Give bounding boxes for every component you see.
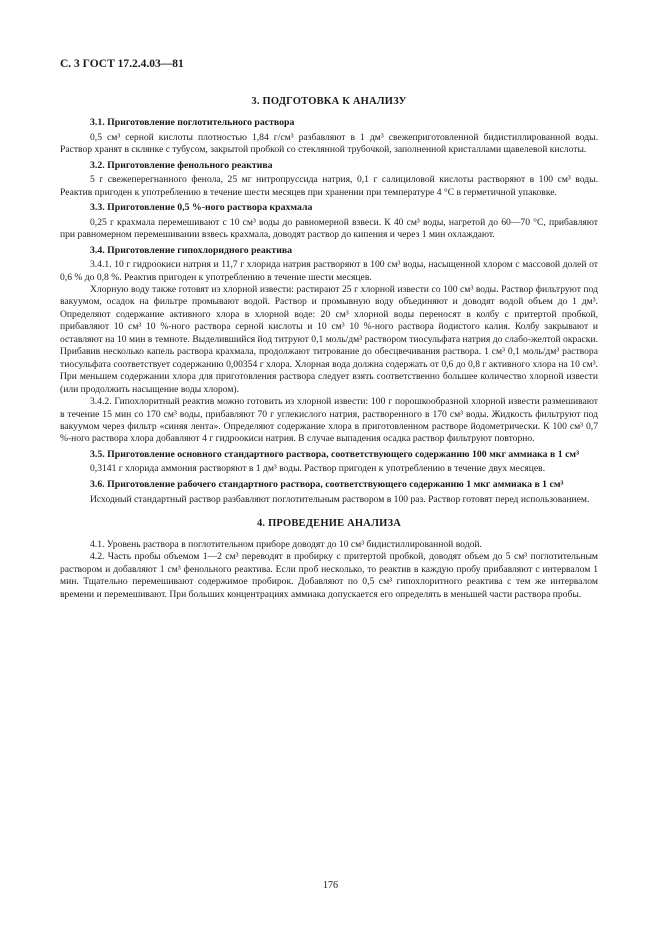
section-4-title: 4. ПРОВЕДЕНИЕ АНАЛИЗА (256, 517, 402, 529)
page-number: 176 (323, 880, 338, 891)
subsection-3-6-text: Исходный стандартный раствор разбавляют поглотительным раствором в 100 раз. Раствор готовят перед использованием. (90, 493, 590, 505)
subsection-3-1-heading: 3.1. Приготовление поглотительного раствора (90, 117, 295, 128)
paragraph-chlorine-water: Хлорную воду также готовят из хлорной извести: растирают 25 г хлорной извести со 100 см³ воды. Раствор фильтруют под вакуумом, осадок на фильтре промывают водой. Раствор и промывную воду объединяют и доводят водой объем до 1 дм³. Определяют содержание активного хлора в хлорной воде: 20 см³ хлорной воды переносят в колбу с притертой пробкой, прибавляют 10 см³ 10 %-ного раствора серной кислоты и 10 см³ 10 %-ного раствора йодистого калия. Колбу закрывают и оставляют на 10 мин в темноте. Выделившийся йод титруют 0,1 моль/дм³ раствором тиосульфата натрия до слабо-желтой окраски. Прибавив несколько капель раствора крахмала, продолжают титрование до обесцвечивания раствора. 1 см³ 0,1 моль/дм³ раствора тиосульфата соответствует содержанию 0,00354 г хлора. Хлорная вода должна содержать от 0,6 до 0,8 г активного хлора на 10 см³. При меньшем содержании хлора для приготовления раствора следует взять соответственно большее количество хлорной извести (или продолжить насыщение воды хлором). (60, 284, 598, 395)
paragraph-4-1: 4.1. Уровень раствора в поглотительном приборе доводят до 10 см³ бидистиллированной водой. (90, 538, 482, 550)
paragraph-4-2: 4.2. Часть пробы объемом 1—2 см³ переводят в пробирку с притертой пробкой, доводят объем до 5 см³ поглотительным раствором и добавляют 1 см³ фенольного реактива. Если проб несколько, то реактив в каждую пробу прибавляют с интервалом 1 мин. Тщательно перемешивают содержимое пробирок. Добавляют по 0,5 см³ гипохлоритного реактива с тем же интервалом времени и перемешивают. При больших концентрациях аммиака допускается его определять в меньшей части раствора пробы. (60, 551, 598, 600)
subsection-3-3-text: 0,25 г крахмала перемешивают с 10 см³ воды до равномерной взвеси. К 40 см³ воды, нагретой до 60—70 °С, прибавляют при равномерном перемешивании взвесь крахмала, доводят раствор до кипения и через 1 мин охлаждают. (60, 216, 598, 241)
paragraph-3-4-2: 3.4.2. Гипохлоритный реактив можно готовить из хлорной извести: 100 г порошкообразной хлорной извести размешивают в течение 15 мин со 170 см³ воды, прибавляют 70 г углекислого натрия, растворенного в 170 см³ воды. Жидкость фильтруют под вакуумом через фильтр «синяя лента». Определяют содержание хлора в приготовленном растворе йодометрически. К 100 см³ 0,7 %-ного раствора хлора добавляют 4 г гидроокиси натрия. В случае выпадения осадка раствор фильтруют повторно. (60, 396, 598, 445)
paragraph-3-4-1: 3.4.1. 10 г гидроокиси натрия и 11,7 г хлорида натрия растворяют в 100 см³ воды, насыщенной хлором с массовой долей от 0,6 % до 0,8 %. Реактив пригоден к употреблению в течение шести месяцев. (60, 259, 598, 283)
section-3-title: 3. ПОДГОТОВКА К АНАЛИЗУ (251, 96, 407, 107)
subsection-3-3-heading: 3.3. Приготовление 0,5 %-ного раствора крахмала (90, 202, 313, 213)
subsection-3-5-heading: 3.5. Приготовление основного стандартного раствора, соответствующего содержанию 100 мкг аммиака в 1 см³ (90, 448, 580, 460)
subsection-3-4-heading: 3.4. Приготовление гипохлоридного реактива (90, 244, 293, 256)
subsection-3-2-text: 5 г свежеперегнанного фенола, 25 мг нитропруссида натрия, 0,1 г салициловой кислоты растворяют в 100 см³ воды. Реактив пригоден к употреблению в течение шести месяцев при хранении при температуре 4 °С в герметичной упаковке. (60, 174, 598, 198)
document-page (60, 58, 598, 601)
subsection-3-5-text: 0,3141 г хлорида аммония растворяют в 1 дм³ воды. Раствор пригоден к употреблению в течение двух месяцев. (90, 463, 546, 475)
subsection-3-2-heading: 3.2. Приготовление фенольного реактива (90, 159, 273, 171)
page-header: С. 3 ГОСТ 17.2.4.03—81 (60, 58, 184, 70)
subsection-3-6-heading: 3.6. Приготовление рабочего стандартного раствора, соответствующего содержанию 1 мкг аммиака в 1 см³ (90, 478, 564, 490)
subsection-3-1-text: 0,5 см³ серной кислоты плотностью 1,84 г/см³ разбавляют в 1 дм³ свежеприготовленной бидистиллированной воды. Раствор хранят в склянке с тубусом, закрытой пробкой со стеклянной трубочкой, заполненной кристаллами щавелевой кислоты. (60, 131, 598, 156)
